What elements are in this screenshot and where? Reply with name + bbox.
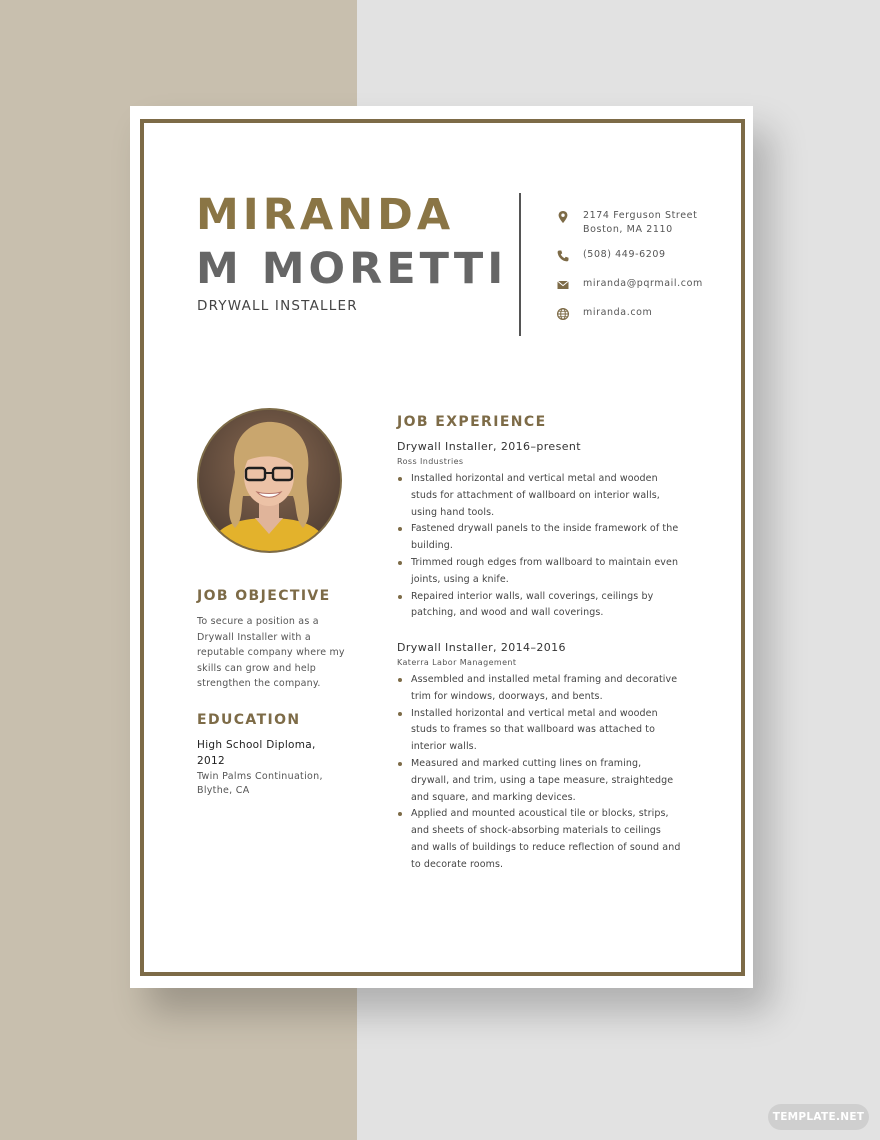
job-bullet: Installed horizontal and vertical metal and wooden studs for attachment of wallboard on interior walls, using hand tools. bbox=[397, 471, 682, 521]
header-divider bbox=[519, 193, 521, 336]
contact-address bbox=[556, 209, 697, 236]
objective-heading: JOB OBJECTIVE bbox=[197, 588, 331, 604]
template-net-watermark: TEMPLATE.NET bbox=[768, 1104, 869, 1130]
address-line-2: Boston, MA 2110 bbox=[583, 223, 673, 235]
job-bullet: Assembled and installed metal framing and decorative trim for windows, doorways, and bents. bbox=[397, 672, 682, 706]
education-heading: EDUCATION bbox=[197, 712, 301, 728]
experience-heading: JOB EXPERIENCE bbox=[397, 414, 547, 430]
job-1-company: Ross Industries bbox=[397, 457, 464, 466]
job-bullet: Trimmed rough edges from wallboard to maintain even joints, using a knife. bbox=[397, 555, 682, 589]
contact-website bbox=[556, 306, 652, 321]
envelope-icon bbox=[556, 278, 570, 292]
education-degree: High School Diploma, 2012 bbox=[197, 739, 316, 767]
phone-number: (508) 449-6209 bbox=[583, 249, 666, 260]
location-pin-icon bbox=[556, 210, 570, 224]
education-school: Twin Palms Continuation, Blythe, CA bbox=[197, 771, 323, 796]
address-line-1: 2174 Ferguson Street bbox=[583, 210, 698, 221]
job-bullet: Fastened drywall panels to the inside framework of the building. bbox=[397, 521, 682, 555]
job-1-bullet-list bbox=[397, 471, 682, 622]
contact-phone bbox=[556, 248, 666, 263]
website-url: miranda.com bbox=[583, 307, 653, 318]
job-2-bullet-list bbox=[397, 672, 682, 874]
job-1-title: Drywall Installer, 2016–present bbox=[397, 440, 581, 453]
globe-icon bbox=[556, 307, 570, 321]
name-second-line: M MORETTI bbox=[196, 244, 508, 294]
job-2-company: Katerra Labor Management bbox=[397, 658, 517, 667]
job-bullet: Measured and marked cutting lines on framing, drywall, and trim, using a tape measure, straightedge and square, and marking devices. bbox=[397, 756, 682, 806]
contact-email bbox=[556, 277, 703, 292]
job-bullet: Installed horizontal and vertical metal and wooden studs to frames so that wallboard was attached to interior walls. bbox=[397, 706, 682, 756]
phone-icon bbox=[556, 249, 570, 263]
profile-photo bbox=[197, 408, 342, 553]
objective-text: To secure a position as a Drywall Installer with a reputable company where my skills can grow and help strengthen the company. bbox=[197, 616, 345, 690]
job-bullet: Repaired interior walls, wall coverings, ceilings by patching, and wood and wall coverings. bbox=[397, 589, 682, 623]
job-role-subtitle: DRYWALL INSTALLER bbox=[197, 298, 358, 314]
name-first-line: MIRANDA bbox=[196, 190, 455, 240]
job-bullet: Applied and mounted acoustical tile or blocks, strips, and sheets of shock-absorbing materials to ceilings and walls of buildings to reduce reflection of sound and to decorate rooms. bbox=[397, 806, 682, 873]
email-address: miranda@pqrmail.com bbox=[583, 278, 703, 289]
job-2-title: Drywall Installer, 2014–2016 bbox=[397, 641, 566, 654]
resume-page bbox=[130, 106, 753, 988]
